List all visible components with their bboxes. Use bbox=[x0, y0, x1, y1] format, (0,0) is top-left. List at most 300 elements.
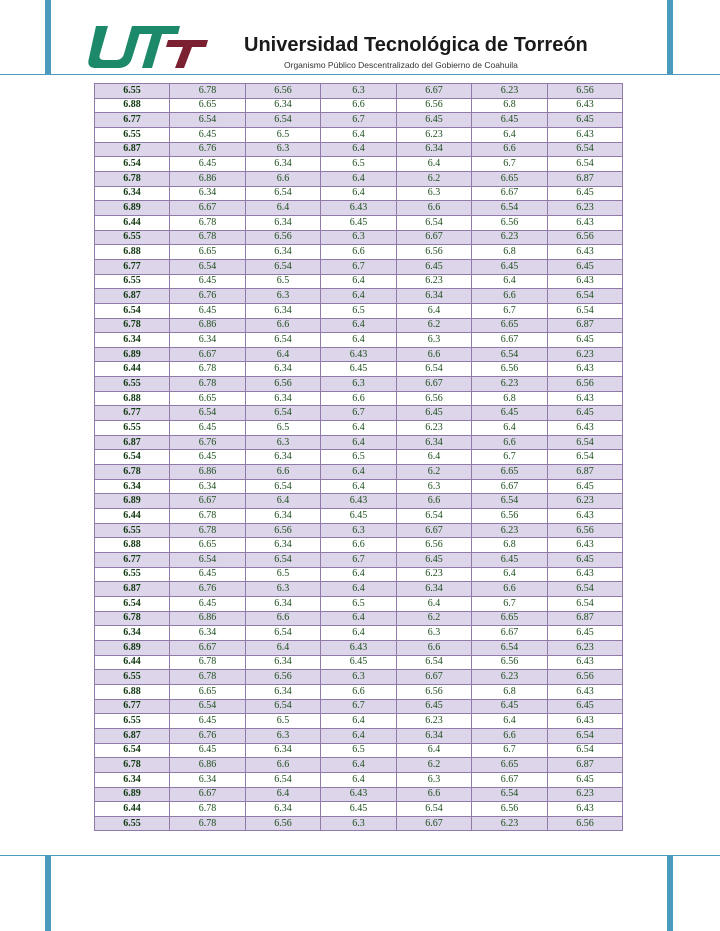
table-row bbox=[95, 391, 623, 406]
table-cell: 6.4 bbox=[397, 743, 472, 758]
table-cell: 6.86 bbox=[170, 465, 246, 480]
table-row bbox=[95, 215, 623, 230]
table-cell: 6.45 bbox=[548, 406, 623, 421]
table-cell: 6.6 bbox=[246, 758, 321, 773]
table-cell: 6.54 bbox=[548, 142, 623, 157]
table-cell: 6.23 bbox=[472, 84, 548, 99]
table-row bbox=[95, 435, 623, 450]
table-cell: 6.55 bbox=[95, 714, 170, 729]
table-row bbox=[95, 802, 623, 817]
table-row bbox=[95, 596, 623, 611]
table-cell: 6.23 bbox=[472, 523, 548, 538]
table-cell: 6.6 bbox=[321, 245, 397, 260]
table-cell: 6.87 bbox=[95, 582, 170, 597]
table-cell: 6.4 bbox=[321, 171, 397, 186]
table-cell: 6.4 bbox=[321, 421, 397, 436]
table-cell: 6.55 bbox=[95, 230, 170, 245]
data-table-body bbox=[95, 84, 623, 831]
table-cell: 6.55 bbox=[95, 127, 170, 142]
table-cell: 6.67 bbox=[170, 201, 246, 216]
table-row bbox=[95, 274, 623, 289]
table-cell: 6.3 bbox=[397, 186, 472, 201]
table-cell: 6.45 bbox=[397, 113, 472, 128]
table-cell: 6.87 bbox=[95, 289, 170, 304]
table-row bbox=[95, 772, 623, 787]
table-cell: 6.34 bbox=[246, 509, 321, 524]
table-cell: 6.78 bbox=[170, 523, 246, 538]
table-cell: 6.45 bbox=[548, 699, 623, 714]
table-cell: 6.4 bbox=[321, 772, 397, 787]
table-cell: 6.8 bbox=[472, 245, 548, 260]
table-row bbox=[95, 743, 623, 758]
table-cell: 6.54 bbox=[548, 157, 623, 172]
table-cell: 6.3 bbox=[321, 84, 397, 99]
table-cell: 6.86 bbox=[170, 758, 246, 773]
table-cell: 6.3 bbox=[321, 816, 397, 831]
table-cell: 6.6 bbox=[246, 611, 321, 626]
table-cell: 6.43 bbox=[548, 274, 623, 289]
table-cell: 6.34 bbox=[95, 772, 170, 787]
table-cell: 6.3 bbox=[246, 142, 321, 157]
table-cell: 6.34 bbox=[246, 802, 321, 817]
table-cell: 6.34 bbox=[397, 289, 472, 304]
table-cell: 6.7 bbox=[321, 699, 397, 714]
table-cell: 6.87 bbox=[95, 142, 170, 157]
table-cell: 6.54 bbox=[246, 553, 321, 568]
table-cell: 6.43 bbox=[548, 421, 623, 436]
table-cell: 6.88 bbox=[95, 391, 170, 406]
table-cell: 6.65 bbox=[472, 758, 548, 773]
table-cell: 6.78 bbox=[95, 611, 170, 626]
table-cell: 6.5 bbox=[246, 567, 321, 582]
table-cell: 6.34 bbox=[246, 596, 321, 611]
table-cell: 6.45 bbox=[170, 450, 246, 465]
table-cell: 6.67 bbox=[472, 186, 548, 201]
table-cell: 6.78 bbox=[170, 816, 246, 831]
table-cell: 6.4 bbox=[472, 274, 548, 289]
table-row bbox=[95, 465, 623, 480]
table-cell: 6.4 bbox=[397, 596, 472, 611]
table-cell: 6.43 bbox=[548, 714, 623, 729]
table-cell: 6.54 bbox=[170, 259, 246, 274]
table-cell: 6.45 bbox=[170, 303, 246, 318]
table-cell: 6.45 bbox=[548, 113, 623, 128]
table-cell: 6.54 bbox=[472, 640, 548, 655]
table-row bbox=[95, 787, 623, 802]
table-row bbox=[95, 259, 623, 274]
table-cell: 6.6 bbox=[397, 201, 472, 216]
table-cell: 6.67 bbox=[397, 816, 472, 831]
table-cell: 6.86 bbox=[170, 171, 246, 186]
table-cell: 6.34 bbox=[397, 582, 472, 597]
table-cell: 6.5 bbox=[321, 596, 397, 611]
table-cell: 6.78 bbox=[170, 655, 246, 670]
table-cell: 6.56 bbox=[397, 538, 472, 553]
table-cell: 6.7 bbox=[472, 157, 548, 172]
table-cell: 6.23 bbox=[397, 421, 472, 436]
table-cell: 6.56 bbox=[397, 684, 472, 699]
table-cell: 6.54 bbox=[548, 289, 623, 304]
table-row bbox=[95, 553, 623, 568]
table-cell: 6.78 bbox=[95, 318, 170, 333]
table-cell: 6.56 bbox=[548, 377, 623, 392]
table-cell: 6.4 bbox=[397, 450, 472, 465]
table-cell: 6.3 bbox=[397, 479, 472, 494]
table-cell: 6.54 bbox=[95, 157, 170, 172]
table-cell: 6.56 bbox=[472, 509, 548, 524]
table-cell: 6.78 bbox=[170, 509, 246, 524]
table-cell: 6.3 bbox=[321, 230, 397, 245]
table-row bbox=[95, 728, 623, 743]
table-cell: 6.23 bbox=[548, 640, 623, 655]
table-cell: 6.45 bbox=[548, 186, 623, 201]
table-cell: 6.56 bbox=[246, 816, 321, 831]
table-row bbox=[95, 230, 623, 245]
table-cell: 6.6 bbox=[472, 728, 548, 743]
table-cell: 6.45 bbox=[548, 772, 623, 787]
table-cell: 6.34 bbox=[95, 626, 170, 641]
table-cell: 6.54 bbox=[246, 259, 321, 274]
table-cell: 6.34 bbox=[95, 333, 170, 348]
table-cell: 6.54 bbox=[95, 596, 170, 611]
table-cell: 6.23 bbox=[472, 230, 548, 245]
table-cell: 6.56 bbox=[472, 362, 548, 377]
table-cell: 6.65 bbox=[170, 245, 246, 260]
table-cell: 6.77 bbox=[95, 406, 170, 421]
table-cell: 6.43 bbox=[548, 802, 623, 817]
table-cell: 6.8 bbox=[472, 684, 548, 699]
table-row bbox=[95, 640, 623, 655]
table-cell: 6.44 bbox=[95, 655, 170, 670]
table-cell: 6.23 bbox=[472, 377, 548, 392]
table-cell: 6.34 bbox=[246, 743, 321, 758]
table-cell: 6.56 bbox=[397, 245, 472, 260]
table-cell: 6.8 bbox=[472, 538, 548, 553]
table-cell: 6.54 bbox=[95, 743, 170, 758]
table-cell: 6.89 bbox=[95, 347, 170, 362]
table-row bbox=[95, 479, 623, 494]
table-cell: 6.7 bbox=[472, 743, 548, 758]
table-cell: 6.45 bbox=[321, 215, 397, 230]
table-cell: 6.7 bbox=[472, 450, 548, 465]
table-cell: 6.56 bbox=[548, 84, 623, 99]
table-cell: 6.45 bbox=[472, 259, 548, 274]
table-cell: 6.34 bbox=[246, 157, 321, 172]
table-row bbox=[95, 186, 623, 201]
table-cell: 6.4 bbox=[321, 567, 397, 582]
table-cell: 6.7 bbox=[472, 303, 548, 318]
table-cell: 6.67 bbox=[397, 84, 472, 99]
table-cell: 6.54 bbox=[170, 406, 246, 421]
table-cell: 6.54 bbox=[397, 215, 472, 230]
table-cell: 6.67 bbox=[472, 479, 548, 494]
table-row bbox=[95, 626, 623, 641]
table-cell: 6.43 bbox=[548, 655, 623, 670]
table-cell: 6.65 bbox=[170, 684, 246, 699]
bottom-left-bar bbox=[45, 856, 51, 931]
table-cell: 6.76 bbox=[170, 728, 246, 743]
table-row bbox=[95, 201, 623, 216]
table-cell: 6.34 bbox=[397, 142, 472, 157]
table-cell: 6.54 bbox=[170, 699, 246, 714]
table-cell: 6.67 bbox=[397, 377, 472, 392]
table-cell: 6.45 bbox=[170, 127, 246, 142]
table-row bbox=[95, 655, 623, 670]
table-row bbox=[95, 758, 623, 773]
table-cell: 6.65 bbox=[170, 391, 246, 406]
table-cell: 6.5 bbox=[321, 743, 397, 758]
table-cell: 6.89 bbox=[95, 494, 170, 509]
table-cell: 6.23 bbox=[548, 787, 623, 802]
table-cell: 6.34 bbox=[246, 215, 321, 230]
table-cell: 6.23 bbox=[472, 670, 548, 685]
table-cell: 6.6 bbox=[246, 171, 321, 186]
table-cell: 6.44 bbox=[95, 362, 170, 377]
table-cell: 6.4 bbox=[472, 567, 548, 582]
data-table bbox=[94, 83, 623, 831]
table-cell: 6.54 bbox=[548, 596, 623, 611]
table-cell: 6.6 bbox=[321, 98, 397, 113]
table-cell: 6.55 bbox=[95, 421, 170, 436]
table-cell: 6.4 bbox=[472, 421, 548, 436]
table-cell: 6.45 bbox=[170, 596, 246, 611]
table-cell: 6.6 bbox=[397, 347, 472, 362]
table-cell: 6.4 bbox=[472, 714, 548, 729]
table-cell: 6.4 bbox=[321, 127, 397, 142]
table-cell: 6.56 bbox=[397, 391, 472, 406]
table-cell: 6.54 bbox=[170, 113, 246, 128]
table-cell: 6.45 bbox=[397, 699, 472, 714]
table-cell: 6.87 bbox=[548, 171, 623, 186]
table-cell: 6.54 bbox=[397, 802, 472, 817]
table-row bbox=[95, 406, 623, 421]
table-cell: 6.4 bbox=[397, 157, 472, 172]
table-cell: 6.4 bbox=[321, 582, 397, 597]
table-cell: 6.87 bbox=[548, 611, 623, 626]
table-cell: 6.43 bbox=[548, 391, 623, 406]
table-cell: 6.43 bbox=[548, 362, 623, 377]
table-row bbox=[95, 98, 623, 113]
table-cell: 6.43 bbox=[548, 127, 623, 142]
table-cell: 6.54 bbox=[548, 743, 623, 758]
table-cell: 6.23 bbox=[548, 201, 623, 216]
table-cell: 6.43 bbox=[548, 509, 623, 524]
table-cell: 6.54 bbox=[548, 728, 623, 743]
table-cell: 6.34 bbox=[170, 186, 246, 201]
table-cell: 6.86 bbox=[170, 611, 246, 626]
table-cell: 6.67 bbox=[397, 523, 472, 538]
table-row bbox=[95, 127, 623, 142]
table-cell: 6.54 bbox=[95, 450, 170, 465]
table-cell: 6.54 bbox=[246, 186, 321, 201]
table-cell: 6.54 bbox=[246, 333, 321, 348]
table-cell: 6.43 bbox=[548, 98, 623, 113]
table-cell: 6.44 bbox=[95, 215, 170, 230]
table-cell: 6.4 bbox=[321, 465, 397, 480]
table-cell: 6.4 bbox=[321, 274, 397, 289]
table-cell: 6.4 bbox=[321, 728, 397, 743]
table-cell: 6.6 bbox=[397, 494, 472, 509]
table-row bbox=[95, 347, 623, 362]
table-cell: 6.43 bbox=[321, 640, 397, 655]
table-row bbox=[95, 113, 623, 128]
table-cell: 6.54 bbox=[548, 303, 623, 318]
table-cell: 6.55 bbox=[95, 84, 170, 99]
table-row bbox=[95, 84, 623, 99]
table-cell: 6.87 bbox=[548, 465, 623, 480]
table-cell: 6.56 bbox=[548, 523, 623, 538]
table-cell: 6.8 bbox=[472, 391, 548, 406]
table-cell: 6.56 bbox=[246, 377, 321, 392]
table-cell: 6.34 bbox=[170, 626, 246, 641]
table-cell: 6.54 bbox=[548, 582, 623, 597]
table-cell: 6.6 bbox=[321, 684, 397, 699]
table-cell: 6.65 bbox=[472, 318, 548, 333]
table-cell: 6.65 bbox=[472, 465, 548, 480]
table-cell: 6.54 bbox=[397, 509, 472, 524]
table-cell: 6.67 bbox=[472, 626, 548, 641]
table-cell: 6.2 bbox=[397, 758, 472, 773]
table-cell: 6.4 bbox=[321, 479, 397, 494]
table-cell: 6.6 bbox=[321, 391, 397, 406]
table-row bbox=[95, 611, 623, 626]
table-cell: 6.7 bbox=[472, 596, 548, 611]
utt-logo bbox=[86, 20, 210, 70]
table-cell: 6.54 bbox=[397, 362, 472, 377]
table-row bbox=[95, 523, 623, 538]
table-cell: 6.67 bbox=[397, 670, 472, 685]
table-cell: 6.67 bbox=[170, 494, 246, 509]
table-cell: 6.6 bbox=[472, 289, 548, 304]
table-cell: 6.56 bbox=[472, 655, 548, 670]
table-cell: 6.43 bbox=[548, 215, 623, 230]
table-cell: 6.3 bbox=[321, 670, 397, 685]
table-cell: 6.2 bbox=[397, 611, 472, 626]
table-cell: 6.56 bbox=[548, 816, 623, 831]
table-cell: 6.4 bbox=[246, 640, 321, 655]
table-cell: 6.76 bbox=[170, 582, 246, 597]
table-cell: 6.3 bbox=[246, 728, 321, 743]
table-cell: 6.54 bbox=[170, 553, 246, 568]
table-cell: 6.54 bbox=[397, 655, 472, 670]
table-row bbox=[95, 567, 623, 582]
table-cell: 6.3 bbox=[246, 435, 321, 450]
table-cell: 6.34 bbox=[246, 245, 321, 260]
table-row bbox=[95, 816, 623, 831]
table-cell: 6.4 bbox=[397, 303, 472, 318]
table-cell: 6.43 bbox=[321, 201, 397, 216]
table-cell: 6.56 bbox=[548, 230, 623, 245]
table-cell: 6.6 bbox=[472, 582, 548, 597]
table-cell: 6.34 bbox=[246, 303, 321, 318]
table-cell: 6.34 bbox=[397, 728, 472, 743]
table-cell: 6.34 bbox=[170, 772, 246, 787]
table-cell: 6.4 bbox=[321, 435, 397, 450]
table-cell: 6.5 bbox=[321, 157, 397, 172]
table-cell: 6.65 bbox=[170, 538, 246, 553]
table-cell: 6.54 bbox=[246, 772, 321, 787]
table-cell: 6.86 bbox=[170, 318, 246, 333]
table-cell: 6.56 bbox=[472, 802, 548, 817]
table-row bbox=[95, 582, 623, 597]
table-cell: 6.5 bbox=[246, 274, 321, 289]
table-row bbox=[95, 538, 623, 553]
table-cell: 6.3 bbox=[321, 523, 397, 538]
table-cell: 6.6 bbox=[397, 787, 472, 802]
table-row bbox=[95, 318, 623, 333]
footer-rule bbox=[0, 855, 720, 856]
table-cell: 6.4 bbox=[321, 714, 397, 729]
table-cell: 6.4 bbox=[321, 142, 397, 157]
table-cell: 6.45 bbox=[548, 479, 623, 494]
table-cell: 6.87 bbox=[548, 318, 623, 333]
table-cell: 6.34 bbox=[95, 479, 170, 494]
table-cell: 6.4 bbox=[321, 289, 397, 304]
table-cell: 6.34 bbox=[397, 435, 472, 450]
table-cell: 6.54 bbox=[246, 113, 321, 128]
table-cell: 6.4 bbox=[246, 494, 321, 509]
table-cell: 6.6 bbox=[246, 465, 321, 480]
table-cell: 6.7 bbox=[321, 406, 397, 421]
table-cell: 6.45 bbox=[397, 553, 472, 568]
table-cell: 6.5 bbox=[246, 421, 321, 436]
table-cell: 6.3 bbox=[397, 626, 472, 641]
bottom-right-bar bbox=[667, 856, 673, 931]
table-cell: 6.43 bbox=[548, 245, 623, 260]
table-cell: 6.78 bbox=[170, 230, 246, 245]
table-cell: 6.88 bbox=[95, 538, 170, 553]
table-cell: 6.34 bbox=[246, 684, 321, 699]
table-cell: 6.56 bbox=[246, 230, 321, 245]
table-cell: 6.77 bbox=[95, 553, 170, 568]
table-cell: 6.23 bbox=[397, 714, 472, 729]
table-row bbox=[95, 289, 623, 304]
header-rule bbox=[0, 74, 720, 75]
table-cell: 6.45 bbox=[321, 362, 397, 377]
table-cell: 6.5 bbox=[246, 714, 321, 729]
table-cell: 6.45 bbox=[170, 274, 246, 289]
table-cell: 6.56 bbox=[397, 98, 472, 113]
table-cell: 6.34 bbox=[246, 538, 321, 553]
table-cell: 6.65 bbox=[472, 171, 548, 186]
table-cell: 6.4 bbox=[321, 611, 397, 626]
table-cell: 6.23 bbox=[548, 494, 623, 509]
table-cell: 6.34 bbox=[246, 362, 321, 377]
table-cell: 6.43 bbox=[548, 684, 623, 699]
table-cell: 6.87 bbox=[95, 728, 170, 743]
table-cell: 6.45 bbox=[548, 259, 623, 274]
table-cell: 6.45 bbox=[472, 113, 548, 128]
table-cell: 6.55 bbox=[95, 523, 170, 538]
table-cell: 6.23 bbox=[397, 127, 472, 142]
table-row bbox=[95, 333, 623, 348]
table-row bbox=[95, 509, 623, 524]
table-cell: 6.2 bbox=[397, 465, 472, 480]
table-cell: 6.7 bbox=[321, 113, 397, 128]
table-cell: 6.4 bbox=[472, 127, 548, 142]
table-cell: 6.54 bbox=[246, 479, 321, 494]
table-cell: 6.54 bbox=[472, 347, 548, 362]
table-cell: 6.89 bbox=[95, 787, 170, 802]
table-cell: 6.67 bbox=[170, 787, 246, 802]
table-cell: 6.78 bbox=[170, 215, 246, 230]
table-cell: 6.6 bbox=[472, 142, 548, 157]
university-subtitle: Organismo Público Descentralizado del Gobierno de Coahuila bbox=[284, 60, 518, 70]
table-cell: 6.78 bbox=[170, 670, 246, 685]
table-cell: 6.5 bbox=[321, 303, 397, 318]
table-cell: 6.56 bbox=[246, 523, 321, 538]
table-cell: 6.34 bbox=[246, 98, 321, 113]
